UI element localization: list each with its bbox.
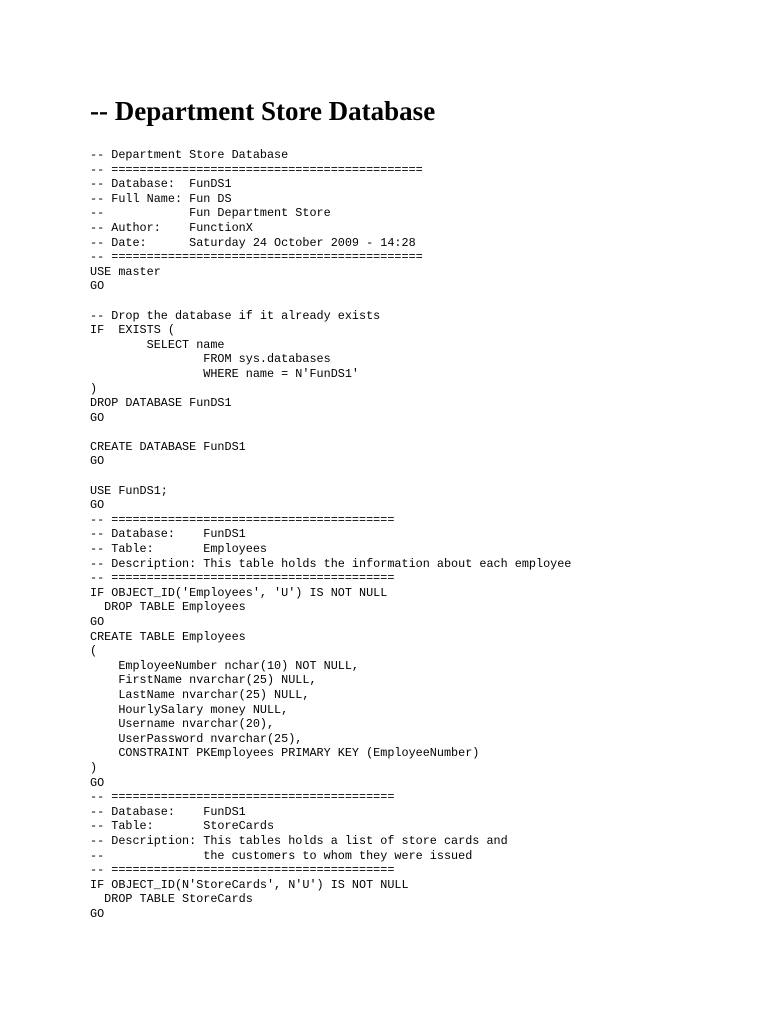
code-line: IF EXISTS ( xyxy=(90,323,175,338)
code-line: -- Database: FunDS1 xyxy=(90,804,246,819)
code-line: LastName nvarchar(25) NULL, xyxy=(90,687,310,702)
code-line: -- Drop the database if it already exists xyxy=(90,308,381,323)
code-line: FROM sys.databases xyxy=(90,352,331,367)
code-line: -- ======================================== xyxy=(90,863,395,878)
code-line: USE FunDS1; xyxy=(90,483,168,498)
code-line: SELECT name xyxy=(90,337,225,352)
code-line: ) xyxy=(90,760,98,775)
code-line: -- ============================================ xyxy=(90,250,423,265)
code-line: IF OBJECT_ID('Employees', 'U') IS NOT NULL xyxy=(90,585,388,600)
code-line: -- Date: Saturday 24 October 2009 - 14:28 xyxy=(90,235,416,250)
code-line: ) xyxy=(90,381,98,396)
code-line: GO xyxy=(90,775,105,790)
code-line: Username nvarchar(20), xyxy=(90,717,275,732)
code-line: -- Description: This table holds the information about each employee xyxy=(90,556,572,571)
code-line: WHERE name = N'FunDS1' xyxy=(90,366,360,381)
code-line: -- Database: FunDS1 xyxy=(90,527,246,542)
code-line: DROP TABLE StoreCards xyxy=(90,892,253,907)
code-line xyxy=(90,469,750,484)
code-line: -- ======================================== xyxy=(90,790,395,805)
code-line: DROP DATABASE FunDS1 xyxy=(90,396,232,411)
document-title: -- Department Store Database xyxy=(90,96,436,126)
code-line: CREATE TABLE Employees xyxy=(90,629,246,644)
code-line: -- Author: FunctionX xyxy=(90,220,253,235)
code-line: CONSTRAINT PKEmployees PRIMARY KEY (EmployeeNumber) xyxy=(90,746,480,761)
code-line: -- Description: This tables holds a list of store cards and xyxy=(90,833,508,848)
code-line: -- ======================================== xyxy=(90,571,395,586)
code-line: -- the customers to whom they were issued xyxy=(90,848,473,863)
code-line: USE master xyxy=(90,264,161,279)
code-line: -- Department Store Database xyxy=(90,148,289,162)
code-line: -- Table: Employees xyxy=(90,542,267,557)
code-line: HourlySalary money NULL, xyxy=(90,702,289,717)
code-line xyxy=(90,294,750,309)
code-line: CREATE DATABASE FunDS1 xyxy=(90,439,246,454)
code-line: GO xyxy=(90,615,105,629)
code-line: IF OBJECT_ID(N'StoreCards', N'U') IS NOT NULL xyxy=(90,877,409,892)
code-line: GO xyxy=(90,498,105,513)
code-line: -- Database: FunDS1 xyxy=(90,177,232,192)
code-line: GO xyxy=(90,906,105,921)
code-line: ( xyxy=(90,644,98,659)
document-page xyxy=(90,92,750,921)
code-line: -- ============================================ xyxy=(90,162,423,177)
code-line: FirstName nvarchar(25) NULL, xyxy=(90,673,317,688)
code-line: EmployeeNumber nchar(10) NOT NULL, xyxy=(90,658,360,673)
code-line: -- Fun Department Store xyxy=(90,206,331,221)
code-line: DROP TABLE Employees xyxy=(90,600,246,615)
code-line: -- Table: StoreCards xyxy=(90,819,275,834)
code-line: UserPassword nvarchar(25), xyxy=(90,731,303,746)
code-line: GO xyxy=(90,279,105,294)
code-line: GO xyxy=(90,454,105,469)
code-line: -- ======================================== xyxy=(90,512,395,527)
code-line xyxy=(90,425,750,440)
sql-code-block xyxy=(90,148,750,921)
code-line: GO xyxy=(90,410,105,425)
code-line: -- Full Name: Fun DS xyxy=(90,191,232,206)
